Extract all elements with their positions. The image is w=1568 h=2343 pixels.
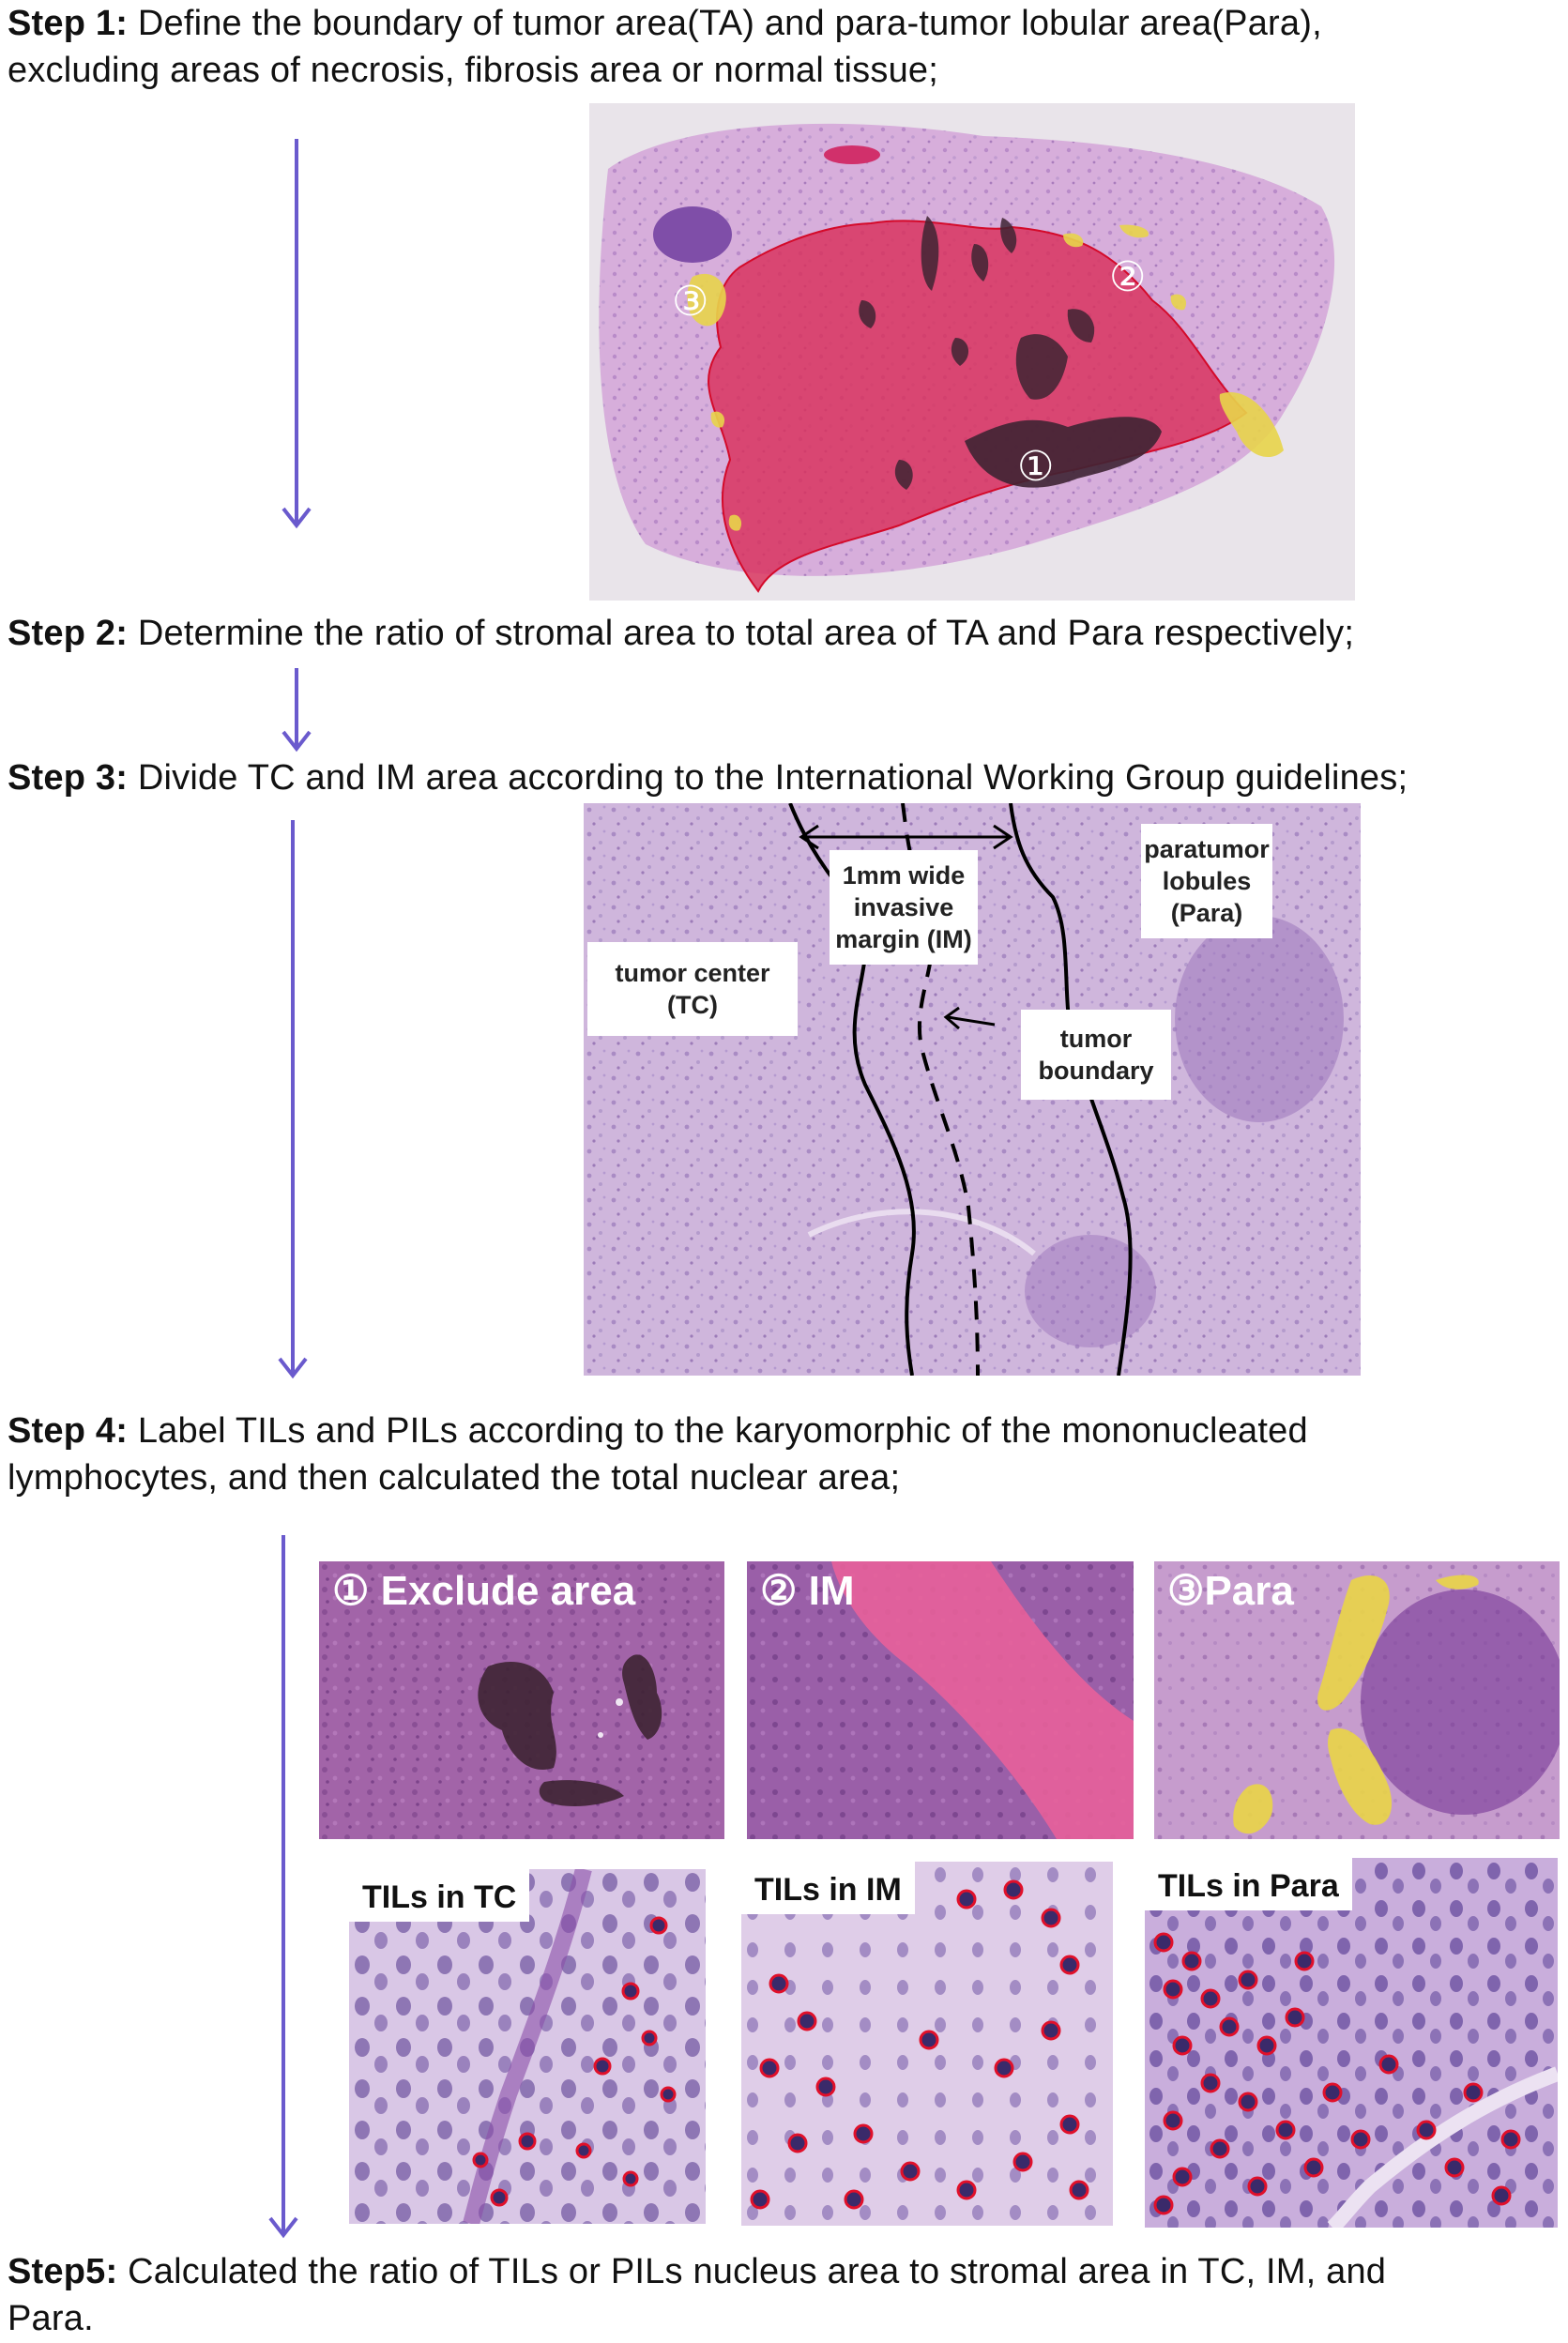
step3-label: Step 3:: [8, 758, 129, 798]
tumor-boundary-line1: tumor: [1059, 1025, 1133, 1053]
til-panel-tc: [349, 1869, 706, 2224]
step4-text-cont: [8, 1454, 900, 1501]
flow-arrow-2: [278, 668, 315, 754]
whole-slide-overview: [589, 103, 1355, 601]
marker-3: ③: [672, 278, 709, 326]
tile-im: [747, 1561, 1134, 1839]
step4-line2: lymphocytes, and then calculated the total nuclear area;: [8, 1458, 901, 1498]
marker-1: ①: [1017, 443, 1055, 491]
step4-label: Step 4:: [8, 1411, 129, 1451]
step1-text: [8, 0, 1322, 47]
step5-label: Step5:: [8, 2252, 118, 2291]
flow-arrow-3: [274, 820, 312, 1381]
tile-exclude-area: [319, 1561, 724, 1839]
paratumor-line1: paratumor: [1144, 835, 1270, 863]
tile-im-title: ② IM: [760, 1568, 855, 1614]
til-panel-para: [1145, 1858, 1558, 2228]
tile-para: [1154, 1561, 1560, 1839]
step3-text: [8, 754, 1408, 801]
step5-line1: Calculated the ratio of TILs or PILs nucleus area to stromal area in TC, IM, and: [117, 2252, 1387, 2291]
step5-line2: Para.: [8, 2299, 94, 2338]
step1-line1: Define the boundary of tumor area(TA) and para-tumor lobular area(Para),: [128, 4, 1322, 43]
whole-slide-image: [589, 103, 1355, 601]
step2-text: [8, 610, 1354, 657]
tumor-center-line1: tumor center: [615, 959, 770, 987]
til-panel-im: [741, 1862, 1113, 2226]
step1-line2: excluding areas of necrosis, fibrosis area or normal tissue;: [8, 51, 939, 90]
region-division-panel: [584, 803, 1361, 1376]
step3-body: Divide TC and IM area according to the International Working Group guidelines;: [128, 758, 1408, 798]
til-para-image: [1145, 1858, 1558, 2228]
tile-para-title: ③Para: [1167, 1568, 1294, 1614]
til-tc-title: TILs in TC: [349, 1869, 529, 1922]
til-im-title: TILs in IM: [741, 1862, 915, 1914]
step1-label: Step 1:: [8, 4, 129, 43]
tumor-center-label: [587, 942, 798, 1036]
im-width-line1: 1mm wide: [842, 861, 966, 890]
til-para-title: TILs in Para: [1145, 1858, 1352, 1910]
step4-text: [8, 1407, 1308, 1454]
tumor-boundary-label: [1021, 1010, 1171, 1100]
step1-text-cont: [8, 47, 938, 94]
paratumor-label: [1141, 824, 1272, 938]
til-tc-image: [349, 1869, 706, 2224]
im-width-label: [830, 850, 978, 965]
im-width-line3: margin (IM): [835, 925, 972, 953]
im-width-line2: invasive: [853, 893, 954, 921]
paratumor-line3: (Para): [1170, 899, 1243, 927]
step2-label: Step 2:: [8, 614, 129, 653]
til-im-image: [741, 1862, 1113, 2226]
flow-arrow-4: [265, 1535, 302, 2241]
step5-text-cont: [8, 2295, 94, 2342]
tile-exclude-title: ① Exclude area: [332, 1568, 636, 1614]
step2-body: Determine the ratio of stromal area to total area of TA and Para respectively;: [128, 614, 1355, 653]
step5-text: [8, 2248, 1386, 2295]
tumor-boundary-line2: boundary: [1038, 1057, 1154, 1085]
step4-line1: Label TILs and PILs according to the karyomorphic of the mononucleated: [128, 1411, 1308, 1451]
paratumor-line2: lobules: [1162, 867, 1252, 895]
marker-2: ②: [1109, 253, 1147, 301]
tumor-center-line2: (TC): [667, 991, 718, 1019]
flow-arrow-1: [278, 139, 315, 531]
